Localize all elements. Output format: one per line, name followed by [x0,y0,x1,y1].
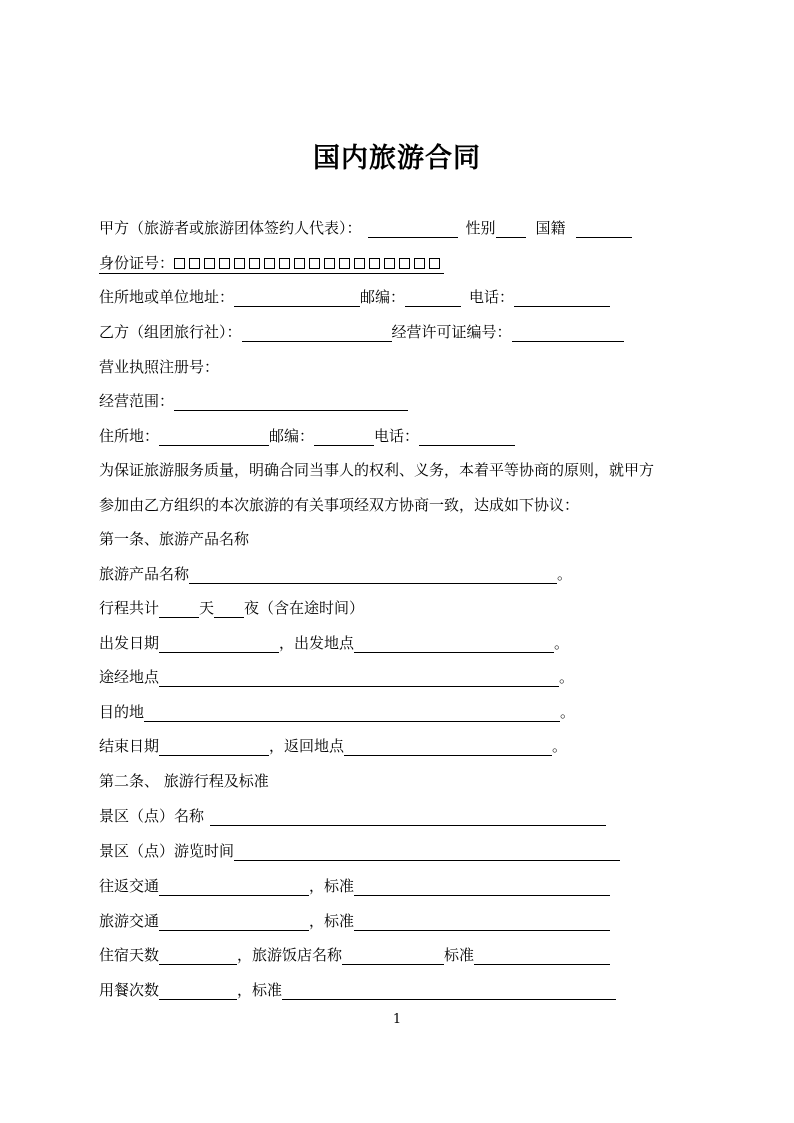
end-period: 。 [552,737,568,755]
party-b-name-field[interactable] [242,325,392,342]
intro-line-1 [99,460,654,480]
tour-transport-line [99,911,610,931]
lodging-days-label: 住宿天数 [99,946,160,964]
meals-standard-field[interactable] [282,983,616,1000]
via-period: 。 [559,668,575,686]
license-label: 经营许可证编号： [391,323,512,341]
party-b-phone-label: 电话： [374,427,420,445]
nationality-field[interactable] [576,221,632,238]
gender-field[interactable] [496,221,526,238]
id-number-label: 身份证号： [99,254,175,272]
depart-place-label: ，出发地点 [279,634,355,652]
id-digit-box[interactable] [339,258,350,269]
business-reg-label: 营业执照注册号： [99,358,220,376]
party-a-address-label: 住所地或单位地址： [99,288,235,306]
end-date-label: 结束日期 [99,737,160,755]
party-a-postcode-label: 邮编： [360,288,406,306]
round-trip-standard-label: ，标准 [309,877,355,895]
contract-title: 国内旅游合同 [313,143,481,174]
nights-field[interactable] [214,601,244,618]
days-label: 天 [199,599,215,617]
party-b-postcode-label: 邮编： [269,427,315,445]
id-digit-box[interactable] [204,258,215,269]
id-number-line [99,253,444,274]
scenic-time-label: 景区（点）游览时间 [99,842,235,860]
destination-line [99,702,575,722]
party-b-address-line [99,426,515,446]
article2-heading-line [99,771,269,791]
id-digit-box[interactable] [189,258,200,269]
round-trip-line [99,876,610,896]
trip-total-label: 行程共计 [99,599,160,617]
tour-transport-label: 旅游交通 [99,912,160,930]
scenic-name-label: 景区（点）名称 [99,807,205,825]
round-trip-standard-field[interactable] [354,879,610,896]
party-a-phone-label: 电话： [469,288,515,306]
party-b-phone-field[interactable] [419,429,515,446]
license-field[interactable] [512,325,624,342]
intro-text-1: 为保证旅游服务质量，明确合同当事人的权利、义务，本着平等协商的原则，就甲方 [99,461,655,479]
depart-date-label: 出发日期 [99,634,160,652]
nights-label: 夜（含在途时间） [244,599,365,617]
meals-standard-label: ，标准 [237,981,283,999]
party-a-address-line [99,287,610,307]
id-digit-box[interactable] [309,258,320,269]
meals-label: 用餐次数 [99,981,160,999]
intro-line-2 [99,495,579,515]
gender-label: 性别 [465,219,496,237]
party-a-address-field[interactable] [234,290,360,307]
product-name-label: 旅游产品名称 [99,565,190,583]
id-number-boxes[interactable] [174,258,444,269]
end-line [99,736,567,756]
via-field[interactable] [159,670,559,687]
party-b-address-field[interactable] [159,429,269,446]
departure-period: 。 [554,634,570,652]
intro-text-2: 参加由乙方组织的本次旅游的有关事项经双方协商一致，达成如下协议： [99,496,580,514]
party-a-phone-field[interactable] [514,290,610,307]
party-b-label: 乙方（组团旅行社）： [99,323,242,341]
scenic-name-field[interactable] [210,809,606,826]
product-name-line [99,564,572,584]
hotel-name-field[interactable] [342,948,444,965]
article1-heading-line [99,529,249,549]
tour-transport-standard-label: ，标准 [309,912,355,930]
id-digit-box[interactable] [264,258,275,269]
nationality-label: 国籍 [535,219,566,237]
meals-line [99,980,616,1000]
end-date-field[interactable] [159,739,269,756]
days-field[interactable] [159,601,199,618]
party-a-line [99,218,632,238]
scope-line [99,391,408,411]
party-b-line [99,322,624,342]
id-digit-box[interactable] [249,258,260,269]
return-place-label: ，返回地点 [269,737,345,755]
round-trip-label: 往返交通 [99,877,160,895]
return-place-field[interactable] [344,739,552,756]
trip-length-line [99,598,364,618]
party-a-postcode-field[interactable] [405,290,461,307]
id-number-field[interactable] [99,253,444,274]
id-digit-box[interactable] [429,258,440,269]
party-a-label: 甲方（旅游者或旅游团体签约人代表）： [99,219,362,237]
product-name-field[interactable] [189,567,557,584]
lodging-line [99,945,610,965]
scenic-time-field[interactable] [234,844,620,861]
id-digit-box[interactable] [294,258,305,269]
business-reg-line [99,357,219,377]
id-digit-box[interactable] [324,258,335,269]
id-digit-box[interactable] [234,258,245,269]
hotel-standard-label: 标准 [444,946,475,964]
via-label: 途经地点 [99,668,160,686]
id-digit-box[interactable] [399,258,410,269]
page-number: 1 [392,1012,402,1027]
depart-date-field[interactable] [159,636,279,653]
scenic-name-line [99,806,606,826]
article1-heading: 第一条、旅游产品名称 [99,530,250,548]
party-a-name-field[interactable] [368,221,458,238]
id-digit-box[interactable] [414,258,425,269]
id-digit-box[interactable] [219,258,230,269]
meals-field[interactable] [159,983,237,1000]
lodging-days-field[interactable] [159,948,237,965]
destination-field[interactable] [144,705,560,722]
id-digit-box[interactable] [384,258,395,269]
via-line [99,667,574,687]
hotel-name-label: ，旅游饭店名称 [237,946,343,964]
destination-period: 。 [560,703,576,721]
id-digit-box[interactable] [354,258,365,269]
destination-label: 目的地 [99,703,145,721]
product-name-period: 。 [557,565,573,583]
scenic-time-line [99,841,620,861]
tour-transport-standard-field[interactable] [354,914,610,931]
tour-transport-field[interactable] [159,914,309,931]
depart-place-field[interactable] [354,636,554,653]
scope-label: 经营范围： [99,392,175,410]
scope-field[interactable] [174,394,408,411]
article2-heading: 第二条、 旅游行程及标准 [99,772,269,790]
party-b-postcode-field[interactable] [314,429,374,446]
id-digit-box[interactable] [279,258,290,269]
round-trip-field[interactable] [159,879,309,896]
hotel-standard-field[interactable] [474,948,610,965]
departure-line [99,633,569,653]
id-digit-box[interactable] [174,258,185,269]
party-b-address-label: 住所地： [99,427,160,445]
id-digit-box[interactable] [369,258,380,269]
